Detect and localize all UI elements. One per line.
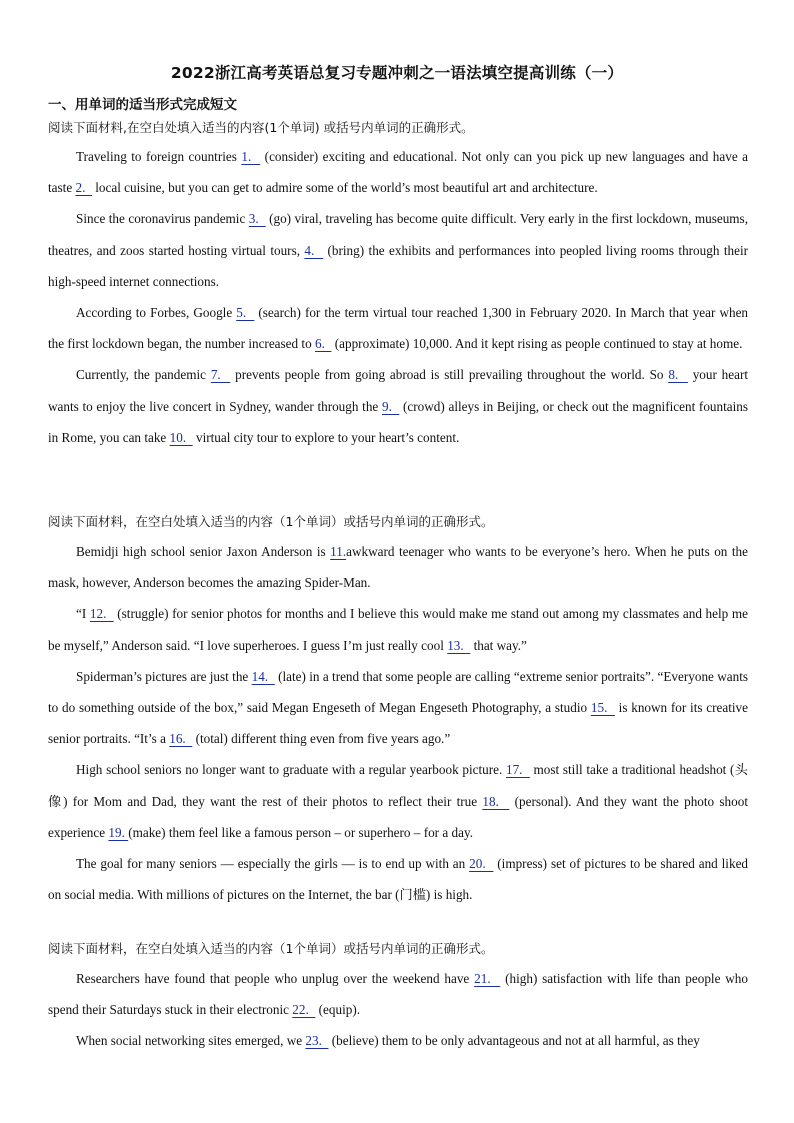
passage-text: prevents people from going abroad is still prevailing throughout the world. So xyxy=(230,367,669,383)
passage-text: your heart wants to enjoy the live concert in Sydney, wander through the xyxy=(48,367,749,414)
answer-blank[interactable]: 12. xyxy=(89,606,114,622)
passage-text: that way.” xyxy=(470,637,527,653)
passage-text: (search) for the term virtual tour reached 1,300 in February 2020. In March that year when the first lockdown began, the number increased to xyxy=(48,305,749,352)
page-title: 2022浙江高考英语总复习专题冲刺之一语法填空提高训练（一） xyxy=(170,64,624,82)
passage-text: Spiderman’s pictures are just the xyxy=(76,668,252,684)
answer-blank[interactable]: 13. xyxy=(447,637,471,653)
passage-text: (high) satisfaction with life than people who spend their Saturdays stuck in their electronic xyxy=(48,971,748,1018)
answer-blank[interactable]: 14. xyxy=(251,668,275,684)
answer-blank[interactable]: 21. xyxy=(474,971,501,986)
passage-text: Bemidji high school senior Jaxon Anderson is xyxy=(76,544,331,559)
answer-blank[interactable]: 5. xyxy=(236,305,255,321)
paragraph xyxy=(48,661,748,755)
answer-blank[interactable]: 8. xyxy=(668,367,688,383)
passage-2-instruction: 阅读下面材料，在空白处填入适当的内容（1个单词）或括号内单词的正确形式。 xyxy=(48,514,494,529)
passage-text: Currently, the pandemic xyxy=(76,367,211,383)
passage-text: “I xyxy=(76,606,90,622)
passage-text: awkward teenager who wants to be everyone’s hero. When he puts on the mask, however, Anderson becomes the amazing Spider-Man. xyxy=(48,544,749,591)
section-heading: 一、用单词的适当形式完成短文 xyxy=(48,97,237,113)
answer-blank[interactable]: 19. xyxy=(108,824,129,840)
passage-text: (make) them feel like a famous person – or superhero – for a day. xyxy=(128,824,474,840)
passage-text: local cuisine, but you can get to admire some of the world’s most beautiful art and architecture. xyxy=(91,180,598,196)
paragraph xyxy=(48,359,748,453)
answer-blank[interactable]: 2. xyxy=(75,180,92,196)
answer-blank[interactable]: 3. xyxy=(248,211,266,227)
passage-2 xyxy=(48,536,748,910)
paragraph xyxy=(48,963,748,1025)
passage-text: (consider) exciting and educational. Not only can you pick up new languages and have a taste xyxy=(48,149,749,196)
answer-blank[interactable]: 20. xyxy=(469,856,494,872)
passage-text: (equip). xyxy=(315,1002,361,1018)
passage-text: is known for its creative senior portraits. “It’s a xyxy=(48,700,749,747)
passage-3-instruction: 阅读下面材料，在空白处填入适当的内容（1个单词）或括号内单词的正确形式。 xyxy=(48,941,494,956)
paragraph xyxy=(48,141,748,203)
passage-1-instruction: 阅读下面材料,在空白处填入适当的内容(1个单词) 或括号内单词的正确形式。 xyxy=(48,120,474,135)
answer-blank[interactable]: 18. xyxy=(482,793,510,809)
passage-text: (go) viral, traveling has become quite difficult. Very early in the first lockdown, museums, theatres, and zoos started hosting virtual tours, xyxy=(48,211,748,258)
passage-text: When social networking sites emerged, we xyxy=(76,1033,306,1049)
passage-text: (late) in a trend that some people are calling “extreme senior portraits”. “Everyone wants to do something outside of the box,” said Megan Engeseth of Megan Engeseth Photography, a studio xyxy=(48,668,748,716)
passage-1 xyxy=(48,141,748,453)
answer-blank[interactable]: 22. xyxy=(292,1002,316,1018)
answer-blank[interactable]: 1. xyxy=(241,149,261,164)
passage-text: (total) different thing even from five years ago.” xyxy=(192,731,451,747)
passage-text: (crowd) alleys in Beijing, or check out the magnificent fountains in Rome, you can take xyxy=(48,398,749,445)
answer-blank[interactable]: 17. xyxy=(505,762,530,778)
passage-text: High school seniors no longer want to graduate with a regular yearbook picture. xyxy=(76,762,506,778)
passage-text: According to Forbes, Google xyxy=(76,305,237,321)
paragraph xyxy=(48,1025,748,1056)
answer-blank[interactable]: 9. xyxy=(382,398,400,414)
passage-text: Since the coronavirus pandemic xyxy=(76,211,249,227)
passage-text: (struggle) for senior photos for months and I believe this would make me stand out among my classmates and help me be myself,” Anderson said. “I love superheroes. I guess I’m just really cool xyxy=(48,606,748,653)
passage-text: (impress) set of pictures to be shared and liked on social media. With millions of pictures on the Internet, the bar (门槛) is high. xyxy=(48,856,749,903)
paragraph xyxy=(48,848,748,910)
answer-blank[interactable]: 7. xyxy=(210,367,231,383)
passage-text: (approximate) 10,000. And it kept rising as people continued to stay at home. xyxy=(331,336,743,352)
passage-text: (personal). And they want the photo shoot experience xyxy=(48,793,748,840)
answer-blank[interactable]: 16. xyxy=(169,731,193,747)
passage-text: Researchers have found that people who unplug over the weekend have xyxy=(76,971,475,986)
passage-text: virtual city tour to explore to your heart’s content. xyxy=(192,429,460,445)
passage-text: most still take a traditional headshot (头像) for Mom and Dad, they want the rest of their photos to reflect their true xyxy=(48,762,748,809)
passage-text: (bring) the exhibits and performances into peopled living rooms through their high-speed internet connections. xyxy=(48,242,748,289)
answer-blank[interactable]: 10. xyxy=(169,429,193,445)
answer-blank[interactable]: 23. xyxy=(305,1033,329,1049)
answer-blank[interactable]: 15. xyxy=(590,700,615,716)
paragraph xyxy=(48,754,748,848)
passage-text: Traveling to foreign countries xyxy=(76,149,242,164)
passage-3 xyxy=(48,963,748,1057)
paragraph xyxy=(48,536,748,598)
passage-text: (believe) them to be only advantageous and not at all harmful, as they xyxy=(328,1033,700,1049)
paragraph xyxy=(48,203,748,297)
paragraph xyxy=(48,297,748,359)
passage-text: The goal for many seniors — especially the girls — is to end up with an xyxy=(76,856,470,872)
paragraph xyxy=(48,598,748,660)
answer-blank[interactable]: 11. xyxy=(330,544,347,559)
answer-blank[interactable]: 4. xyxy=(304,242,324,258)
answer-blank[interactable]: 6. xyxy=(314,336,332,352)
